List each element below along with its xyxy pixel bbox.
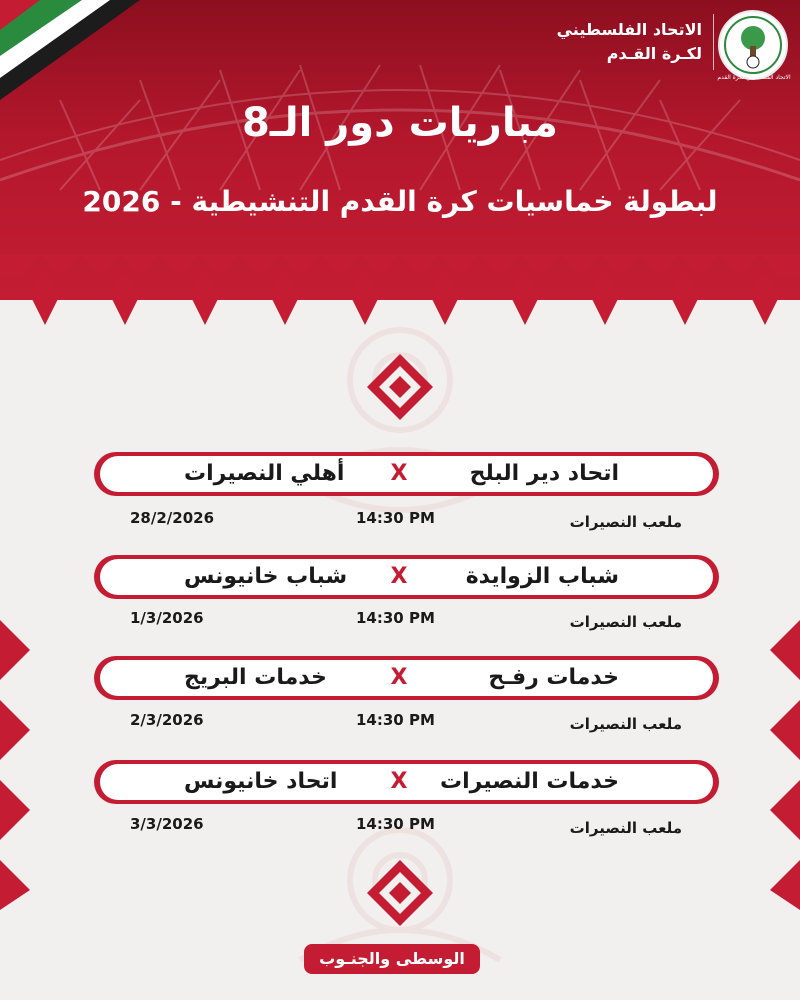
away-team: خدمات البريج — [184, 665, 327, 690]
match-card — [94, 452, 719, 496]
side-embroidery-right-graphic — [760, 610, 800, 910]
away-team: اتحاد خانيونس — [184, 769, 338, 794]
match-time: 14:30 PM — [356, 609, 435, 627]
logo-caption: الاتحاد الفلسطيني لكرة القدم — [717, 74, 791, 81]
side-embroidery-left-graphic — [0, 610, 40, 910]
match-time: 14:30 PM — [356, 509, 435, 527]
match-date: 28/2/2026 — [130, 509, 215, 527]
match-time: 14:30 PM — [356, 815, 435, 833]
palestine-flag-icon — [0, 0, 140, 100]
page-subtitle: لبطولة خماسيات كرة القدم التنشيطية - 2026 — [82, 185, 718, 218]
region-badge: الوسطى والجنـوب — [304, 944, 480, 974]
away-team: شباب خانيونس — [184, 564, 348, 589]
match-venue: ملعب النصيرات — [569, 819, 682, 837]
embroidery-motif-bottom-icon — [365, 858, 435, 928]
match-venue: ملعب النصيرات — [569, 613, 682, 631]
versus-mark: X — [390, 769, 408, 794]
page-title: مباريات دور الـ8 — [242, 100, 558, 146]
match-card — [94, 555, 719, 599]
home-team: شباب الزوايدة — [465, 564, 619, 589]
match-date: 1/3/2026 — [130, 609, 204, 627]
embroidery-motif-icon — [365, 352, 435, 422]
match-time: 14:30 PM — [356, 711, 435, 729]
federation-name — [557, 18, 702, 66]
match-venue: ملعب النصيرات — [569, 513, 682, 531]
home-team: خدمات النصيرات — [440, 769, 619, 794]
match-date: 3/3/2026 — [130, 815, 204, 833]
match-card — [94, 656, 719, 700]
versus-mark: X — [390, 564, 408, 589]
match-date: 2/3/2026 — [130, 711, 204, 729]
match-card — [94, 760, 719, 804]
versus-mark: X — [390, 665, 408, 690]
federation-name-line2: لكـرة القـدم — [606, 44, 702, 63]
versus-mark: X — [390, 461, 408, 486]
home-team: خدمات رفـح — [488, 665, 619, 690]
match-venue: ملعب النصيرات — [569, 715, 682, 733]
federation-name-line1: الاتحاد الفلسطيني — [556, 20, 702, 39]
away-team: أهلي النصيرات — [184, 461, 345, 486]
home-team: اتحاد دير البلح — [469, 461, 619, 486]
federation-logo-icon — [718, 10, 788, 80]
header-separator — [713, 14, 714, 70]
